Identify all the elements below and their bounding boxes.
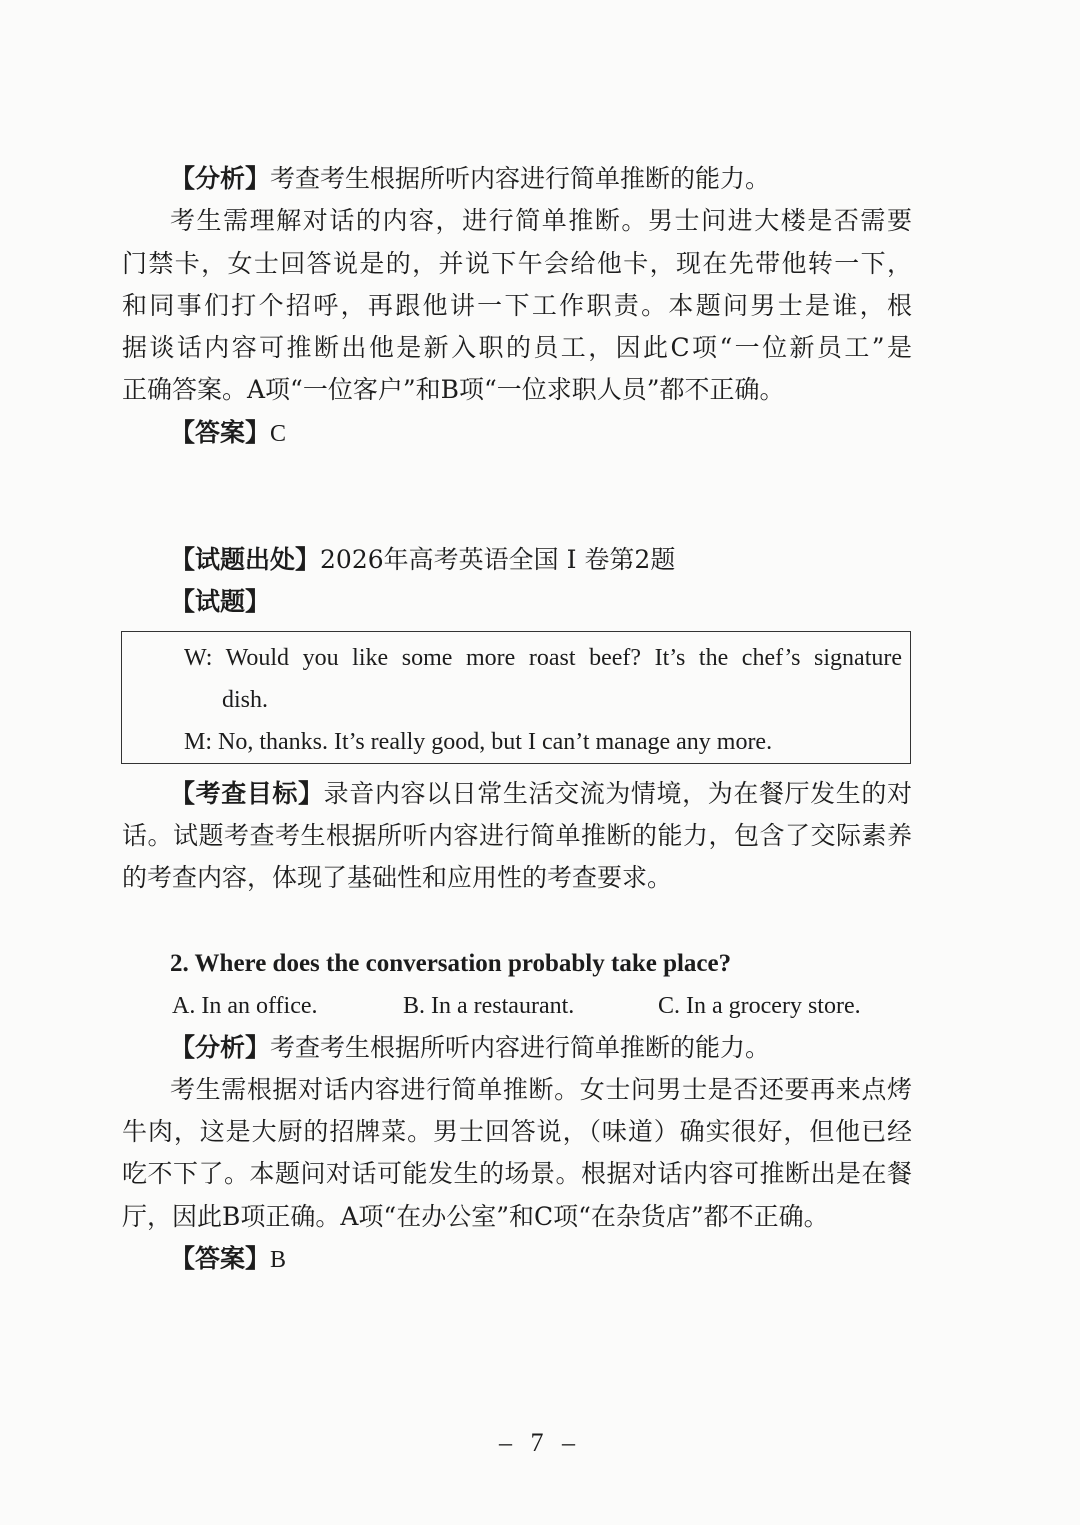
answer-value: C bbox=[270, 421, 287, 447]
analysis-line-2 bbox=[170, 1027, 912, 1069]
paragraph-line: 和同事们打个招呼，再跟他讲一下工作职责。本题问男士是谁，根 bbox=[122, 291, 912, 320]
paragraph-line: 门禁卡，女士回答说是的，并说下午会给他卡，现在先带他转一下， bbox=[122, 249, 912, 278]
choice-c: C. In a grocery store. bbox=[658, 993, 861, 1019]
source-line bbox=[170, 539, 912, 581]
dialog-w-line-2: dish. bbox=[222, 687, 269, 713]
goal-line-1 bbox=[170, 773, 912, 815]
source-tag: 【试题出处】 bbox=[170, 545, 321, 574]
dialog-box bbox=[121, 631, 911, 764]
analysis-tag: 【分析】 bbox=[170, 164, 271, 193]
goal-line: 话。试题考查考生根据所听内容进行简单推断的能力，包含了交际素养 bbox=[122, 821, 912, 850]
dialog-w-line-1: W: Would you like some more roast beef? It’s the chef’s signature bbox=[184, 645, 902, 671]
question-heading bbox=[170, 581, 912, 623]
answer-tag: 【答案】 bbox=[170, 418, 271, 447]
analysis-text: 考查考生根据所听内容进行简单推断的能力。 bbox=[270, 1033, 771, 1062]
answer-line-2 bbox=[170, 1238, 912, 1280]
paragraph-line: 吃不下了。本题问对话可能发生的场景。根据对话内容可推断出是在餐 bbox=[122, 1159, 912, 1188]
analysis-line-1 bbox=[170, 158, 912, 200]
dialog-m-line: M: No, thanks. It’s really good, but I can’t manage any more. bbox=[184, 729, 773, 755]
paragraph-line: 据谈话内容可推断出他是新入职的员工，因此C项“一位新员工”是 bbox=[122, 333, 912, 362]
paragraph-line: 考生需理解对话的内容，进行简单推断。男士问进大楼是否需要 bbox=[170, 206, 912, 235]
page-number: – 7 – bbox=[499, 1428, 581, 1457]
paragraph-line: 厅，因此B项正确。A项“在办公室”和C项“在杂货店”都不正确。 bbox=[122, 1202, 829, 1231]
goal-tag: 【考查目标】 bbox=[170, 779, 324, 808]
paragraph-line: 考生需根据对话内容进行简单推断。女士问男士是否还要再来点烤 bbox=[170, 1075, 912, 1104]
choice-a: A. In an office. bbox=[172, 993, 318, 1019]
analysis-tag: 【分析】 bbox=[170, 1033, 271, 1062]
analysis-text: 考查考生根据所听内容进行简单推断的能力。 bbox=[270, 164, 771, 193]
paragraph-line: 牛肉，这是大厨的招牌菜。男士回答说，（味道）确实很好，但他已经 bbox=[122, 1117, 912, 1146]
answer-tag: 【答案】 bbox=[170, 1244, 271, 1273]
goal-line: 的考查内容，体现了基础性和应用性的考查要求。 bbox=[122, 863, 673, 892]
answer-line-1 bbox=[170, 412, 912, 454]
source-text: 2026年高考英语全国 I 卷第2题 bbox=[320, 545, 676, 574]
question-text: 2. Where does the conversation probably take place? bbox=[170, 950, 732, 977]
answer-value: B bbox=[270, 1247, 287, 1273]
question-tag: 【试题】 bbox=[170, 587, 271, 616]
goal-text: 录音内容以日常生活交流为情境，为在餐厅发生的对 bbox=[323, 779, 912, 808]
paragraph-line: 正确答案。A项“一位客户”和B项“一位求职人员”都不正确。 bbox=[122, 375, 785, 404]
choice-b: B. In a restaurant. bbox=[403, 993, 575, 1019]
